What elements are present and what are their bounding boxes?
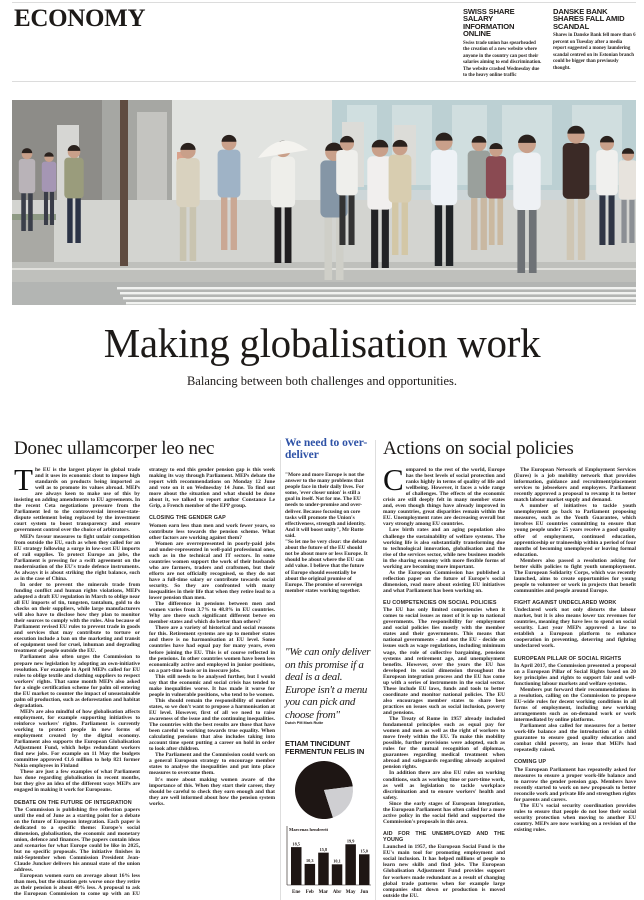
bar-category-label: Ene <box>292 890 301 895</box>
article-paragraph: Members put forward their recommendations in a resolution, calling on the Commission to propose EU-wide rules for decent working conditions in all forms of employment, including new working arrangements such as on-demand work or work intermediated by online platforms. <box>514 686 636 724</box>
article-paragraph: The European Network of Employment Services (Eures) is a job mobility network that provides information, guidance and recruitment/placement services to jobseekers and employers. Parliament recently approved a proposal to revamp it to better match labour market supply and demand. <box>514 467 636 504</box>
article-paragraph: It's more about making women aware of the importance of this. When they start their career, they should be careful to check they earn enough and that they are well informed about how the pension system works. <box>149 776 275 807</box>
article-paragraph: This should remain the responsibility of member states, so we don't want to propose a harmonisation at EU level. However, first of all we need to raise awareness of the issue and the continuing inequalities. The countries with the best results are those that have been careful to working towards true equality. When calculating pensions that also includes taking into account time spent putting a career on hold in order to look after children. <box>149 697 275 753</box>
sidebar-paragraph: "More and more Europe is not the answer to the many problems that people face in their daily lives. For some, 'ever closer union' is still a goal in itself. Not for me. The EU needs to under-promise and over-deliver. Because focusing on core tasks will promote the Union's effectiveness, strength and identity. And it will boost unity", Mr Rutte said. <box>285 472 366 539</box>
article-paragraph: In order to prevent the minerals trade from funding conflict and human rights violations, MEPs adopted a draft EU regulation in March to oblige near all EU imports of tin, tungsten, tantalum, gold to do checks on their suppliers, while large manufacturers will also have to disclose how they plan to monitor their sources to comply with the rules. Also because of Parliament revised EU rules to prevent trade in goods and services that may contribute to torture or execution include a ban on the marketing and transit of equipment used for cruel, inhuman and degrading treatment of people outside the EU. <box>14 581 140 655</box>
right-article-body <box>383 467 636 900</box>
top-rule <box>12 2 636 3</box>
article-paragraph: MEPs are also mindful of how globalisation affects employment, for example supporting initiatives to reinforce workers' rights. Parliament is currently working to protect people in new forms of employment created by the digital economy. Parliament also supports the European Globalisation Adjustment Fund, which helps redundant workers find new jobs. For example on 11 May the budgets committee approved €1.6 million to help 821 former Nokia employees in Finland <box>14 708 140 770</box>
article-paragraph: A number of initiatives to tackle youth unemployment go back to Parliament proposing measures, such as the Youth Guarantee, which involves EU countries committing to ensure that young people under 25 years receive a good quality offer of employment, continued education, apprenticeship or traineeship within a period of four months of becoming unemployed or leaving formal education. <box>514 503 636 558</box>
bar-category-label: Feb <box>305 890 314 895</box>
article-paragraph: Women are overrepresented in poorly-paid jobs and under-represented in well-paid professional ones, such as in the technical and IT sectors. In some countries women support the work of their husbands who are farmers, traders and craftsmen, but their efforts are not officially recognised, so they do not have a full-time salary or contribute towards social security. So they are confronted with many inequalities in their life that when they retire lead to a lower pension than men. <box>149 540 275 602</box>
bar-abr <box>332 864 343 885</box>
bar-category-label: Abr <box>332 890 342 895</box>
header-rule <box>12 81 636 82</box>
article-subheading: EUROPEAN PILLAR OF SOCIAL RIGHTS <box>514 655 622 662</box>
article-paragraph: Since the early stages of European integration, the European Parliament has often called for a more active policy in the social field and supported the Commission's proposals in this area. <box>383 800 505 825</box>
bar-category-label: Mar <box>318 890 329 895</box>
article-paragraph <box>383 467 505 527</box>
article-subheading: FIGHT AGAINST UNDECLARED WORK <box>514 599 617 606</box>
bar-value-label: 18,5 <box>292 841 300 847</box>
bar-feb <box>305 864 316 885</box>
brief-text: Swiss trade union has spearheaded the creation of a new website where anyone in the country can post their salaries aiming to end discrimination. The website crashed Wednesday due to the heavy online traffic <box>463 40 542 79</box>
article-paragraph: Launched in 1957, the European Social Fund is the EU's main tool for promoting employment and social inclusion. It has helped millions of people to learn new skills and find jobs. The European Globalisation Adjustment Fund provides support for workers made redundant as a result of changing global trade patterns when for example large companies shut down or production is moved outside the EU. <box>383 844 505 899</box>
article-paragraph: Parliament also often urges the Commission to prepare new legislation by adopting an own-initiative resolution. For example in April MEPs called for EU rules to oblige textile and clothing suppliers to respect workers' rights. That same month MEPs also asked for a single certification scheme for palm oil entering the EU market to counter the impact of unsustainable palm oil production, such as deforestation and habitat degradation. <box>14 654 140 709</box>
main-headline: Making globalisation work <box>103 320 541 366</box>
lead-photo-pedestrians <box>12 100 636 305</box>
article-paragraph: MEPs favour measures to fight unfair competition from outside the EU, such as when they called for an EU strategy following a surge in low-cost EU imports of rail supplies. To protect Europe an jobs, the Parliament is pressing for a swift agreement on the modernisation of the EU's trade defence instruments. As always it is about striking the right balance, such as in the case of China. <box>14 533 140 582</box>
article-paragraph: Women earn less than men and work fewer years, so contribute less towards the pension scheme. What other factors are working against them? <box>149 522 275 541</box>
paragraph-text: ompared to the rest of the world, Europe has the best levels of social protection and ranks highly in terms of quality of life and wellbeing. However, it faces a wide range of challenges. The effects of the economic crisis are still deeply felt in many member states and, even though things have already improved in many countries, great disparities remain within the EU. Unemployment rates are decreasing overall but vary strongly among EU countries. <box>383 467 505 528</box>
drop-cap: C <box>383 467 404 497</box>
main-subheadline: Balancing between both challenges and opportunities. <box>186 374 458 388</box>
section-title: ECONOMY <box>14 5 146 32</box>
column-divider <box>280 440 281 900</box>
article-paragraph: There are a variety of historical and social reasons for this. Retirement systems are up to member states and there is no harmonisation at EU level. Some countries have had equal pay for many years, even before joining the EU. This is of course reflected in the pensions. In other countries women have been less economically active and employed in junior positions, on a part-time basis or in insecure jobs. <box>149 625 275 674</box>
article-paragraph: Parliament also called for measures for a better work-life balance and the introduction of a child guarantee to ensure good quality education and combat child poverty, an issue that MEPs had repeatedly raised. <box>514 723 636 754</box>
article-paragraph: The Parliament and the Commission could work on a general European strategy to encourage member states to analyse the inequalities and put into place measures to overcome them. <box>149 752 275 777</box>
article-paragraph: The Commission is publishing five reflection papers until the end of June as a starting point for a debate on the future of European integration. Each paper is dedicated to a specific theme: Europe's social dimension, globalisation, the economic and monetary union, defence and finances. The papers contain ideas and scenarios for what Europe could be like in 2025, but no specific proposals. The initiative finishes in mid-September when Commission President Jean-Claude Juncker delivers his annual state of the union address. <box>14 806 140 874</box>
article-subheading: CLOSING THE GENDER GAP <box>149 515 226 522</box>
brief-headline: DANSKE BANK SHARES FALL AMID SCANDAL <box>553 7 625 31</box>
paragraph-text: he EU is the largest player in global trade and it uses its economic clout to impose high standards on products being imported as well as to promote its values abroad. MEPs are always keen to make use of this by insisting on adding amendments to EU agreements. In the recent Ceta negotiations pressure from the Parliament led to the controversial investor-state-dispute settlement being replaced by the investment court system to boost transparency and ensure government control over the choice of arbitrators. <box>14 467 140 534</box>
article-paragraph: European women earn on average about 16% less than men, but the situation gets worse once they retire as their pension is about 40% less. A proposal to ask the European Commission to come up with an EU strategy to end this gender pension gap is this week making its way through Parliament. MEPs debate the report with recommendations on Monday 12 June and vote on it on Wednesday 14 June. To find out more about the situation and what should be done about it, we talked to report author Constance Le Grip, a French member of the EPP group. <box>14 467 275 898</box>
sidebar-paragraph: "So let me be very clear: the debate about the future of the EU should not be about more or less Europe. It should be about where the EU can add value. I believe that the future of Europe should essentially be about the original promise of Europe. The promise of sovereign member states working together. <box>285 539 368 594</box>
column-divider <box>375 440 376 900</box>
article-paragraph: As the European Commission has published a reflection paper on the future of Europe's social dimension, read more about existing EU initiatives and what Parliament has been working on. <box>383 569 505 594</box>
pull-quote-attribution: Dutch PM Mark Rutte <box>285 721 324 725</box>
bar-may <box>345 844 356 885</box>
article-paragraph: The difference in pensions between men and women varies from 3.7% to 48.8% in EU countries. Why are there such significant different betwe en member states and which do better than others? <box>149 601 275 626</box>
drop-cap: T <box>14 467 33 497</box>
brief-swiss-salary[interactable] <box>463 8 543 80</box>
bar-value-label: 10,1 <box>333 858 341 864</box>
article-subheading: DEBATE ON THE FUTURE OF INTEGRATION <box>14 799 132 806</box>
bar-category-label: May <box>345 890 356 895</box>
bar-value-label: 19,9 <box>346 838 355 844</box>
bar-ene <box>291 847 302 885</box>
article-paragraph <box>14 467 140 534</box>
sidebar-headline: We need to over-deliver <box>285 437 368 461</box>
bar-value-label: 15,8 <box>319 846 328 852</box>
bar-mar <box>318 853 329 885</box>
bar-chart-title: Maecenas hendrerit <box>289 827 329 832</box>
left-article-body <box>14 467 275 900</box>
bar-value-label: 10,3 <box>306 858 314 864</box>
bar-category-label: Jun <box>360 890 369 895</box>
left-article-headline: Donec ullamcorper leo nec <box>14 438 215 459</box>
sidebar-body <box>285 472 369 594</box>
bar-jun <box>359 854 370 885</box>
bar-value-label: 15,0 <box>360 848 368 854</box>
right-article-headline: Actions on social policies <box>383 438 574 459</box>
article-paragraph: This still needs to be analysed further, but I would say that the economic and social crisis has tended to make inequalities worse. It has made it worse for people in vulnerable positions, who tend to be women. <box>149 673 275 698</box>
brief-danske-bank[interactable] <box>553 8 636 72</box>
brief-text: Shares in Danske Bank fell more than 6 percent on Tuesday after a media report suggested a money laundering scandal centred on its Estonian branch could be bigger than previously thought. <box>553 33 636 71</box>
article-paragraph: The Treaty of Rome in 1957 already included fundamental principles such as equal pay for women and men as well as the right of workers to move freely within the EU. To make this mobility possible, further provisions were adopted, such as rules for the mutual recognition of diplomas, guarantees regarding medical treatment when abroad and safeguards regarding already acquired pension rights. <box>383 716 505 771</box>
article-paragraph: Members also passed a resolution asking for better skills policies to fight youth unemployment. The European Solidarity Corps, which was recently launched, aims to create opportunities for young people to volunteer or work in projects that benefit communities and people around Europe. <box>514 557 636 594</box>
chart-heading: ETIAM TINCIDUNT FERMENTUN FELIS IN <box>285 739 365 756</box>
pull-quote: "We can only deliver on this promise if a deal is a deal. Europe isn't a menu you can pick and choose from" <box>285 646 371 721</box>
article-paragraph: These are just a few examples of what Parliament has done regarding globalisation in recent months, but they give an idea of the different ways MEPs are engaged in making it work for Europeans. <box>14 769 140 794</box>
sidebar-charts <box>283 758 373 900</box>
article-paragraph: In addition there are also EU rules on working conditions, such as working time or part-time work, as well as legislation to tackle workplace discrimination and to ensure workers' health and safety. <box>383 770 505 801</box>
article-paragraph: The EU's social security coordination provides rules to ensure that people do not lose their social security protection when moving to another EU country. MEPs are now working on a revision of the existing rules. <box>514 802 636 834</box>
article-paragraph: In April 2017, the Commission presented a proposal on a European Pillar of Social Rights based on 20 key principles and rights to support fair and well-functioning labour markets and welfare systems. <box>514 662 636 687</box>
article-paragraph: The EU has only limited competencies when it comes to social issues as most of it is up to national governments. The responsibility for employment and social policies lies mostly with the member states and their governments. This means that national governments - and not the EU - decide on issues such as wage regulations, including minimum wage, the role of collective bargaining, pensions systems and retirement age, and unemployment benefits. However, over the years the EU has developed its social dimension throughout the European integration process and the EU has come up with a series of instruments in the social sector. These include EU laws, funds and tools to better coordinate and monitor national policies. The EU also encourages member states to share best practices on issues such as social inclusion, poverty and pensions. <box>383 607 505 716</box>
article-paragraph: Low birth rates and an aging population also challenge the sustainability of welfare systems. The working life is also substantially transforming due to technological innovation, globalisation and the rise of the services sector, while new business models in the sharing economy with more flexible forms of working are becoming more important. <box>383 527 505 570</box>
article-paragraph: The European Parliament has repeatedly asked for measures to ensure a proper work-life balance and to narrow the gender pension gap. Members have recently started to work on new proposals to better reconcile work and private life and strengthen rights for parents and carers. <box>514 766 636 803</box>
article-subheading: EU COMPETENCIES ON SOCIAL POLICIES <box>383 599 497 606</box>
article-paragraph: Undeclared work not only distorts the labour market, but it is also means lower tax revenues for countries, meaning they have less to spend on social security. Last year MEPs approved a law to establish a European platform to enhance cooperation in preventing, deterring and fighting undeclared work. <box>514 607 636 650</box>
article-subheading: COMING UP <box>514 759 547 766</box>
article-subheading: AID FOR THE UNEMPLOYED AND THE YOUNG <box>383 830 505 844</box>
brief-headline: SWISS SHARE SALARY INFORMATION ONLINE <box>463 7 515 39</box>
